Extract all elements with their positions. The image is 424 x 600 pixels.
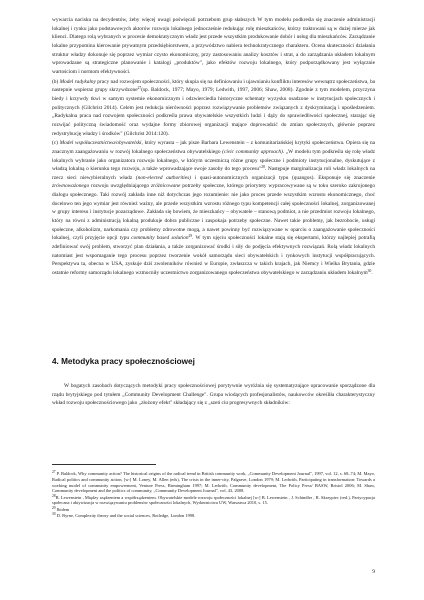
paragraph-radical-model: (b) Model radykalny pracy nad rozwojem społeczności, który skupia się na definiowaniu i ujawnianiu konfliktu interesów wewnątrz społeczeństwa, ba nastepnie wspieraz grupy skrzywdzone$^{27}$(sp. Baldock, 1977; Mayo, 1979; Ledwith, 1997, 2006; Shaw, 2008). Zgodnie z tym modelem, przyczyna biedy i krzywdy tkwi w samym systemie ekonomicznym i odzwierciedla historyczne schematy wyzysku osadzone w instytucjach społecznych i politycznych (Gilchrist 2014). Celem jest redukcja nierówności poprzez rozwiązywanie problemów związanych z dyskryminacją i upośledzeniem. „Radykalna praca nad rozwojem społeczności podkreśla prawa obywatelskie wszystkich ludzi i dąży do sprawiedliwości społecznej, starając się rozwijać polityczną świadomość oraz wydajne formy zbiorowej organizacji mające doprowadzić do zmian społecznych, głównie poprzez redystrybucję władzy i środków" (Gilchrist 2014:120). xyxy=(52,78,375,137)
footnote-30: $^{30}$ D. Byrne, Complexity theory and the social sciences, Rotledge, London 1998. xyxy=(52,511,196,518)
section-paragraph: W bogatych zasobach dotyczących metodyki pracy społecznościowej porytywnie wyróżnia się systematyzujące opracowanie sporządzone dla rządu brytyjskiego pod tytułem „Community Development Challenge". Grupa wiodących profesjonalistów, naukowców określiła charakterystyczny wkład rozwoju społecznościowego jako „złożony efekt" składający się z „szeń ciu progresywnych składników: xyxy=(52,383,375,407)
footnote-divider xyxy=(52,464,156,465)
footnote-ref-28[interactable]: 28 xyxy=(261,165,265,170)
footnote-ref-29[interactable]: 29 xyxy=(188,234,193,239)
section-heading: 4. Metodyka pracy społecznościowej xyxy=(52,357,195,366)
footnote-ref-27[interactable]: 27 xyxy=(137,86,142,91)
section-body xyxy=(52,382,375,408)
footnote-27: $^{27}$ P. Baldock, Why community action? The historical origins of the radical trend in British community work, „Community Development Journal", 1997, vol. 12, s. 68–74; M. Mayo, Radical politics and community action, [w:] M. Loney, M. Allen (eds), The crisis in the inner-city, Palgrave, London 1979; M. Ledwith, Participating in transformation: Towards a working model of community empowerment, Venture Press, Birmingham 1997; M. Ledwith, Community development, The Policy Press/ BASW, Bristol 2006; M. Shaw, Community development and the politics of community, „Community Development Journal", vol. 43, 2008. xyxy=(52,470,375,494)
term-radical-model: Model radykalny xyxy=(59,78,96,85)
paragraph-intro: wywarcia nacisku na decydentów, żeby więcej uwagi poświęcali potrzebom grup słabszych W tym modelu podkreśla się znaczenie administracji lokalnej i rynku jako podstawowych aktorów rozwoju lokalnego jednocześnie redukując rolę mieszkańców, którzy traktowani są w dużej mierze jak klienci. Dlatego rolą wybranych w procesie demokratycznym władz jest przede wszystkim produkowanie dobór i usług dla mieszkańców. Zarządzanie lokalne przypomina kierowanie prywatnym przedsiębiorstwem, a przywództwo nabiera technokratycznego charakteru. Ocena skuteczności działania struktur władzy dokonuje się poprzez wymiar czysto ekonomiczny, przy zastosowaniu analizy kosztów i strat, a do zarządzania układem lokalnym wprowadzane są strategiczne planowanie i katalogi „produktów", jako efektów rozwoju lokalnego, który podporządkowany jest wyłącznie wartościom i normom efektywności. xyxy=(52,17,375,75)
term-civic-model: Model współuczestnictwa/obywatelski xyxy=(59,140,142,147)
paragraph-civic-model: (c) Model współuczestnictwa/obywatelski, który wyrasta – jak pisze Barbara Lewenstein – z komunitariańskiej krytyki społeczeństwa. Opiera się na znacznym zaangażowaniu w rozwój lokalnego społeczeństwa obywatelskiego (civic community approach). „W modelu tym podkreśla się rolę władz lokalnych wybranie jako organizatora rozwoju lokalnego, w którym uczestniczą różne grupy społeczne i podmioty instytucjonalne, dyskutujące z władzą lokalną o kierunku tego rozwoju, a także wprowadzające swoje zasoby do tego procesu"$^{28}$. Następuje marginalizacja roli władz lokalnych na rzecz sieci niewybieralnych władz (non-elected authorities) i quasi-autonomicznych organizacji typu (quangos). Eksponuje się znaczenie zrównoważonego rozwoju uwzględniającego zróżnicowane potrzeby społeczne, którego priorytety wypracowywane są w toku szeroko zakrojonego dialogu społecznego. Taki rozwój zakłada inne niż dotychczas jego rozumienie: nie jako proces przede wszystkim wzrostu ekonomicznego, choć docelowo ten jego wymiar jest również ważny, ale przede wszystkim wzrostu różnego typu kompetencji całej społeczności lokalnej, zorganizowanej w grupy interesu i instytucje pozarządowe. Zakłada się bowiem, że mieszkańcy – obywatele – stanową podmiot, a nie przedmiot rozwoju lokalnego, który na równi z administracją lokalną produkuje dobra publiczne i zaspokaja potrzeby społeczne. Nawet takie problemy, jak bezrobocie, usługi społeczne, alkoholizm, narkomania czy problemy zdrowotne mogą, a nawet powinny być rozwiązywane w oparciu o zaangażowanie społeczności lokalnej, czyli przyjęcie opcji typu community based solution$^{29}$. W tym ujęciu społeczności lokalne stają się ekspertami, którzy najlepiej potrafią zdefiniować swój problem, stworzyć plan działania, a także zorganizować środki i siły do podjęcia efektywnych rozwiązań. Rolą władz lokalnych natomiast jest wspomaganie tego procesu poprzez tworzenie wokół samorządu sieci obywatelskich i rynkowych instytucji współpracujących. Perspektywa ta, obecna w USA, zyskuje dziś zwolenników również w Europie, zwłaszcza w takich krajach, jak Niemcy i Wielka Brytania, gdzie ostatnie reformy samorządu lokalnego wzmocniły uczestnictwo zorganizowanego społeczeństwa obywatelskiego w zarządzaniu układem lokalnym$^{30}$. xyxy=(52,140,376,277)
footnotes xyxy=(52,471,375,519)
body-text xyxy=(52,16,375,279)
footnote-ref-30[interactable]: 30 xyxy=(367,269,372,274)
footnote-28: $^{28}$B. Lewenstein , Między rządzeniem a współrządzeniem. Obywatelskie modele rozwoju społeczności lokalnej [w:] B. Lewenstein , J. Schindler , R. Skrzypiec (red.), Partycypacja społeczna i aktywizacja w rozwiązywaniu problemów społeczności lokalnych, Wydawnictwa UW, Warszawa 2010, s. 15. xyxy=(52,493,375,506)
footnote-29: $^{29}$ Ibidem xyxy=(52,505,70,512)
page-number: 9 xyxy=(372,569,375,575)
